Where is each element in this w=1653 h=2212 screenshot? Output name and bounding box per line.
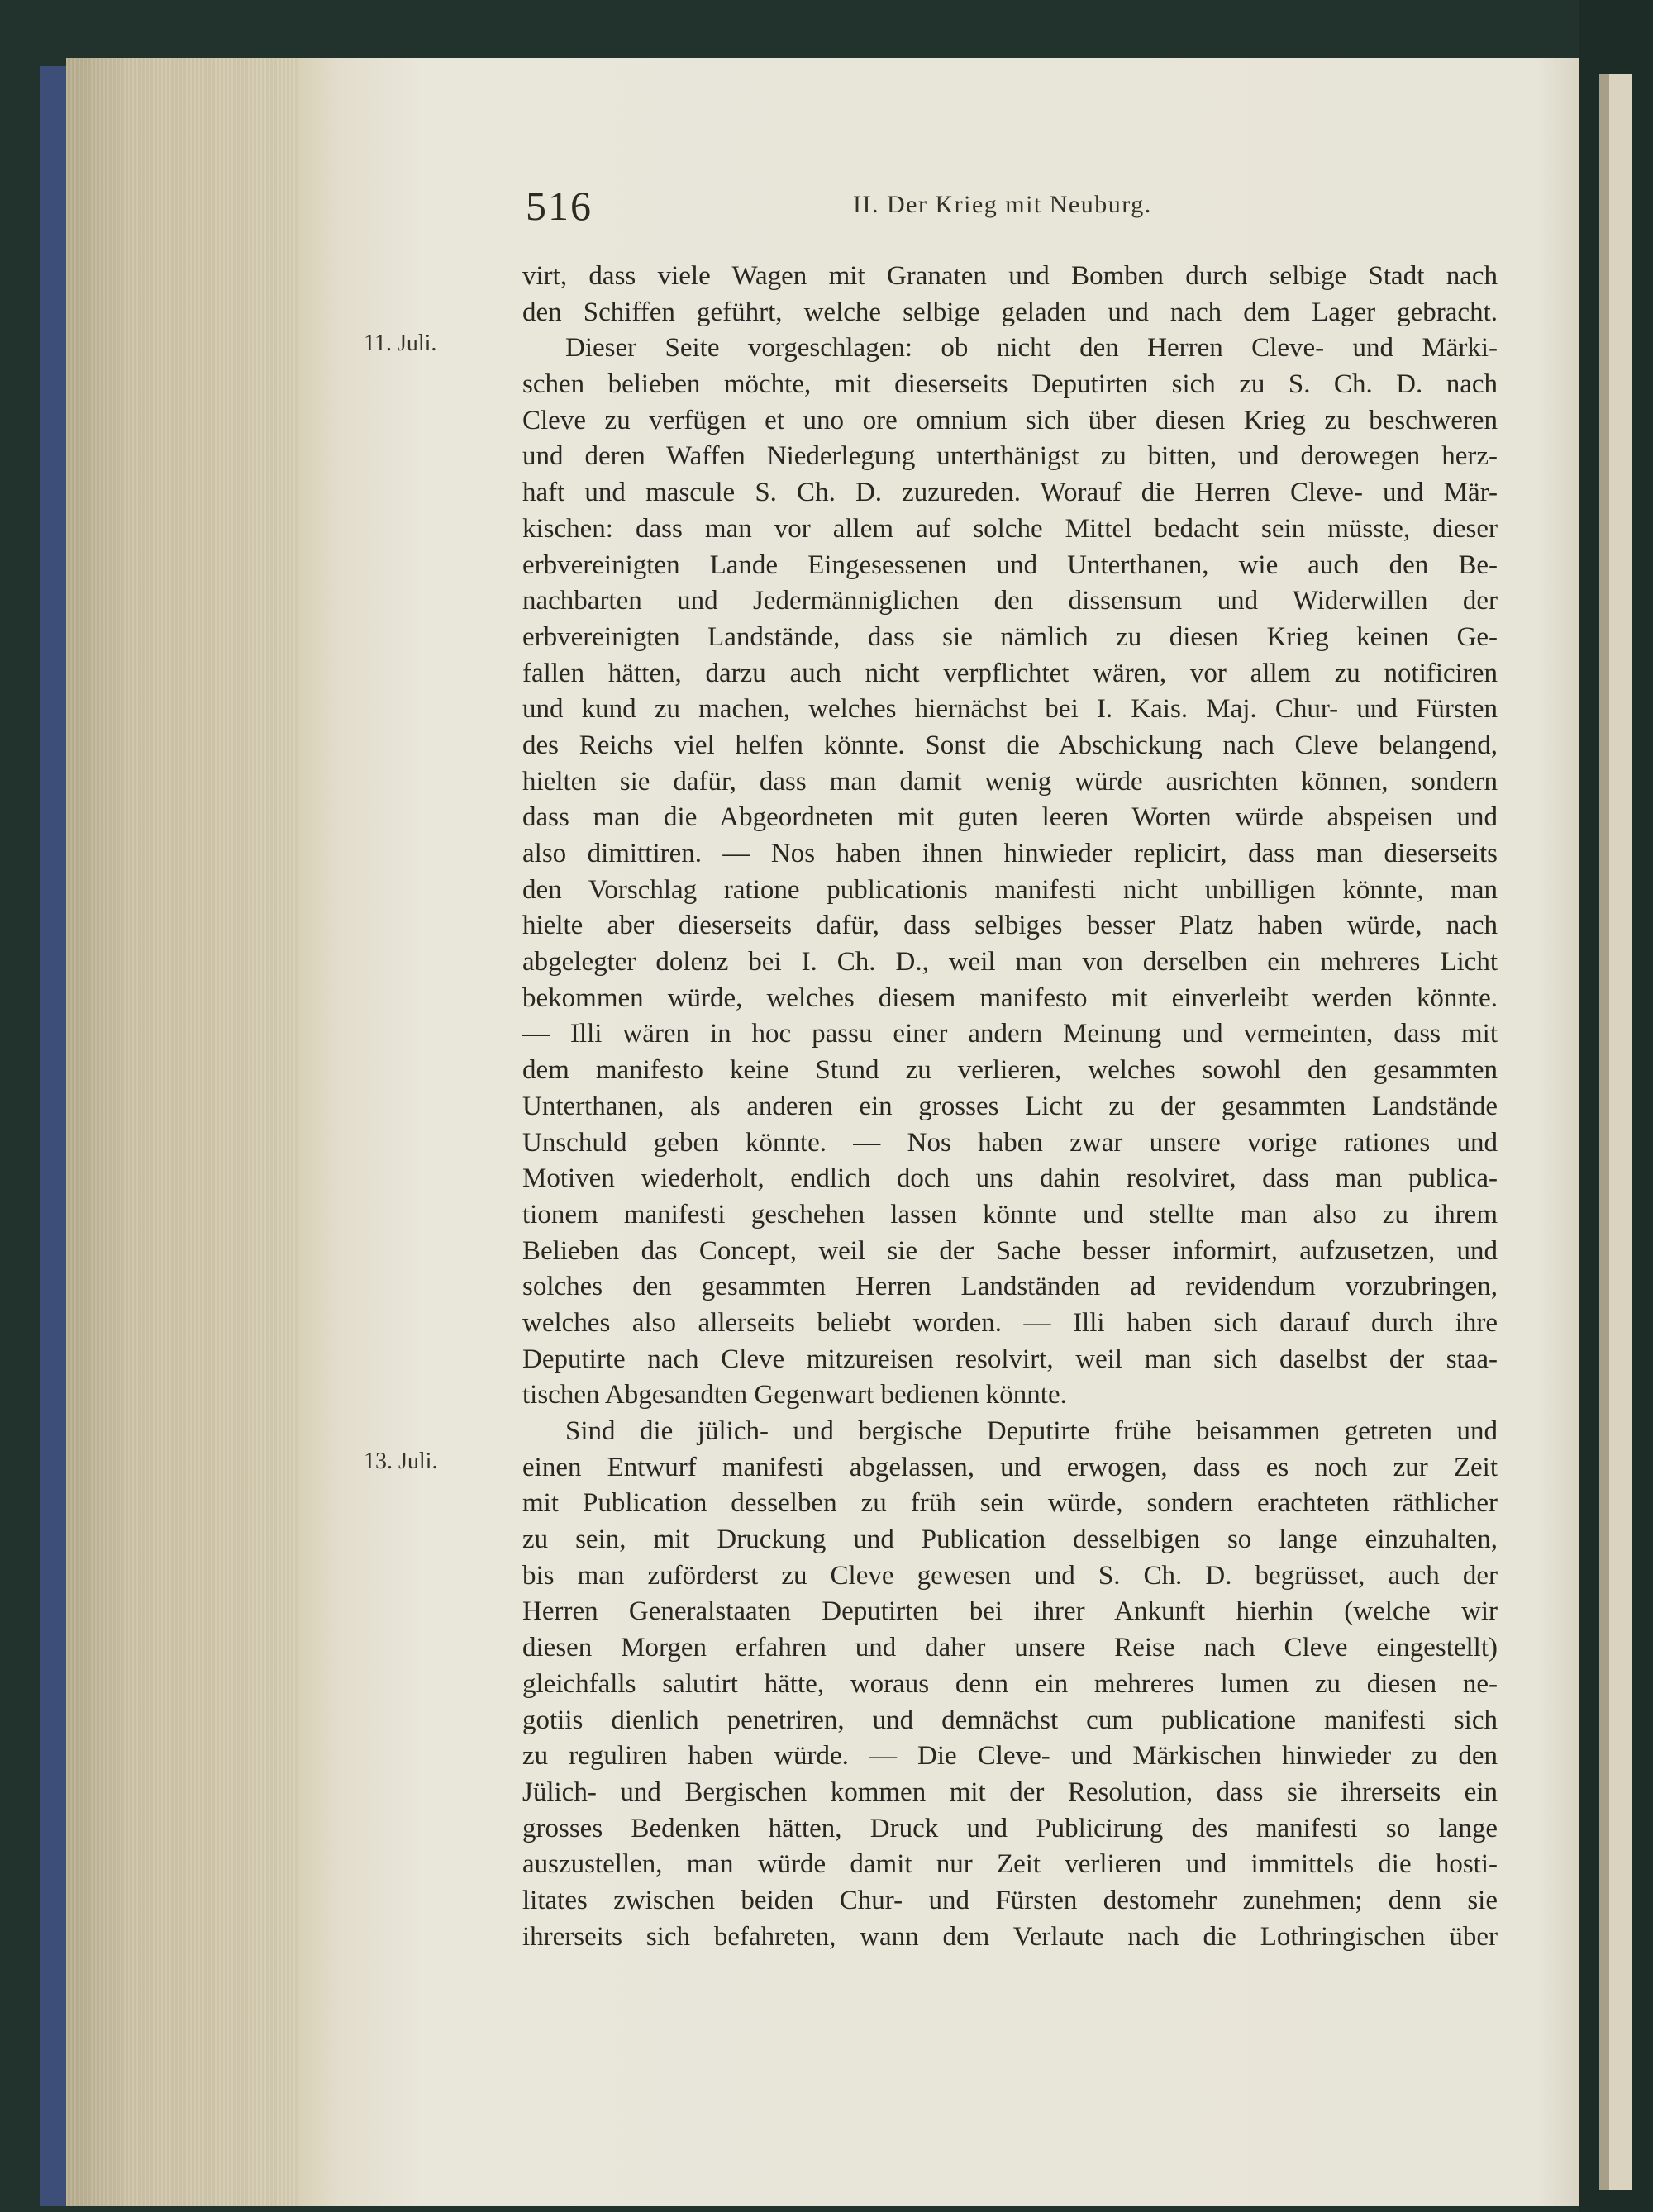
- text-line: hielte aber dieserseits dafür, dass selbiges besser Platz haben würde, nach: [522, 911, 1498, 941]
- page-number: 516: [526, 183, 593, 229]
- page-header: [526, 182, 1517, 240]
- text-line: fallen hätten, darzu auch nicht verpflichtet wären, vor allem zu notificiren: [522, 658, 1498, 688]
- text-line: bekommen würde, welches diesem manifesto mit einverleibt werden könnte.: [522, 982, 1498, 1013]
- text-line: nachbarten und Jedermänniglichen den dissensum und Widerwillen der: [522, 586, 1498, 616]
- text-line: hielten sie dafür, dass man damit wenig würde ausrichten können, sondern: [522, 766, 1498, 797]
- text-line: den Schiffen geführt, welche selbige geladen und nach dem Lager gebracht.: [522, 297, 1498, 327]
- text-line: auszustellen, man würde damit nur Zeit verlieren und immittels die hosti-: [522, 1849, 1498, 1880]
- text-line: Deputirte nach Cleve mitzureisen resolvirt, weil man sich daselbst der staa-: [522, 1344, 1498, 1374]
- text-line: Dieser Seite vorgeschlagen: ob nicht den Herren Cleve- und Märki-: [565, 333, 1498, 364]
- page-stack-edge: [66, 58, 298, 2206]
- text-line: Jülich- und Bergischen kommen mit der Resolution, dass sie ihrerseits ein: [522, 1777, 1498, 1807]
- text-line: des Reichs viel helfen könnte. Sonst die Abschickung nach Cleve belangend,: [522, 730, 1498, 760]
- running-head: II. Der Krieg mit Neuburg.: [853, 191, 1152, 218]
- text-line: bis man zuförderst zu Cleve gewesen und S. Ch. D. begrüsset, auch der: [522, 1560, 1498, 1591]
- text-line: welches also allerseits beliebt worden. — Illi haben sich darauf durch ihre: [522, 1307, 1498, 1338]
- text-line: kischen: dass man vor allem auf solche Mittel bedacht sein müsste, dieser: [522, 513, 1498, 544]
- text-line: Motiven wiederholt, endlich doch uns dahin resolviret, dass man publica-: [522, 1163, 1498, 1194]
- text-line: abgelegter dolenz bei I. Ch. D., weil man von derselben ein mehreres Licht: [522, 947, 1498, 978]
- text-line: solches den gesammten Herren Landständen ad revidendum vorzubringen,: [522, 1272, 1498, 1302]
- text-line: Unschuld geben könnte. — Nos haben zwar unsere vorige rationes und: [522, 1127, 1498, 1158]
- text-line: — Illi wären in hoc passu einer andern Meinung und vermeinten, dass mit: [522, 1019, 1498, 1049]
- text-line: zu reguliren haben würde. — Die Cleve- und Märkischen hinwieder zu den: [522, 1741, 1498, 1772]
- text-line: Herren Generalstaaten Deputirten bei ihrer Ankunft hierhin (welche wir: [522, 1596, 1498, 1627]
- body-text: [522, 259, 1498, 1955]
- book-cover-edge: [40, 66, 66, 2206]
- text-line: tischen Abgesandten Gegenwart bedienen könnte.: [522, 1380, 1067, 1410]
- text-line: dem manifesto keine Stund zu verlieren, welches sowohl den gesammten: [522, 1055, 1498, 1086]
- margin-date-11-juli: 11. Juli.: [364, 331, 437, 356]
- text-line: ihrerseits sich befahreten, wann dem Verlaute nach die Lothringischen über: [522, 1921, 1498, 1952]
- margin-date-13-juli: 13. Juli.: [364, 1449, 438, 1474]
- text-line: Cleve zu verfügen et uno ore omnium sich über diesen Krieg zu beschweren: [522, 405, 1498, 435]
- text-line: Sind die jülich- und bergische Deputirte frühe beisammen getreten und: [565, 1416, 1498, 1446]
- facing-page-shadow: [1599, 74, 1609, 2190]
- text-line: erbvereinigten Lande Eingesessenen und Unterthanen, wie auch den Be-: [522, 549, 1498, 580]
- text-line: diesen Morgen erfahren und daher unsere Reise nach Cleve eingestellt): [522, 1633, 1498, 1663]
- text-line: mit Publication desselben zu früh sein würde, sondern erachteten räthlicher: [522, 1488, 1498, 1519]
- text-line: einen Entwurf manifesti abgelassen, und erwogen, dass es noch zur Zeit: [522, 1452, 1498, 1482]
- text-line: virt, dass viele Wagen mit Granaten und Bomben durch selbige Stadt nach: [522, 261, 1498, 291]
- text-line: dass man die Abgeordneten mit guten leeren Worten würde abspeisen und: [522, 802, 1498, 833]
- text-line: Belieben das Concept, weil sie der Sache besser informirt, aufzusetzen, und: [522, 1235, 1498, 1266]
- text-line: gleichfalls salutirt hätte, woraus denn ein mehreres lumen zu diesen ne-: [522, 1668, 1498, 1699]
- text-line: also dimittiren. — Nos haben ihnen hinwieder replicirt, dass man dieserseits: [522, 839, 1498, 868]
- text-line: litates zwischen beiden Chur- und Fürsten destomehr zunehmen; denn sie: [522, 1885, 1498, 1915]
- text-line: Unterthanen, als anderen ein grosses Licht zu der gesammten Landstände: [522, 1091, 1498, 1121]
- text-line: zu sein, mit Druckung und Publication desselbigen so lange einzuhalten,: [522, 1525, 1498, 1555]
- text-line: grosses Bedenken hätten, Druck und Publicirung des manifesti so lange: [522, 1813, 1498, 1843]
- text-line: gotiis dienlich penetriren, und demnächst cum publicatione manifesti sich: [522, 1705, 1498, 1735]
- text-line: tionem manifesti geschehen lassen könnte und stellte man also zu ihrem: [522, 1199, 1498, 1230]
- text-line: und kund zu machen, welches hiernächst bei I. Kais. Maj. Chur- und Fürsten: [522, 694, 1498, 725]
- text-line: erbvereinigten Landstände, dass sie nämlich zu diesen Krieg keinen Ge-: [522, 621, 1498, 652]
- text-line: den Vorschlag ratione publicationis manifesti nicht unbilligen könnte, man: [522, 874, 1498, 905]
- text-line: schen belieben möchte, mit dieserseits Deputirten sich zu S. Ch. D. nach: [522, 369, 1498, 400]
- text-line: haft und mascule S. Ch. D. zuzureden. Worauf die Herren Cleve- und Mär-: [522, 478, 1498, 508]
- text-line: und deren Waffen Niederlegung unterthänigst zu bitten, und derowegen herz-: [522, 441, 1498, 472]
